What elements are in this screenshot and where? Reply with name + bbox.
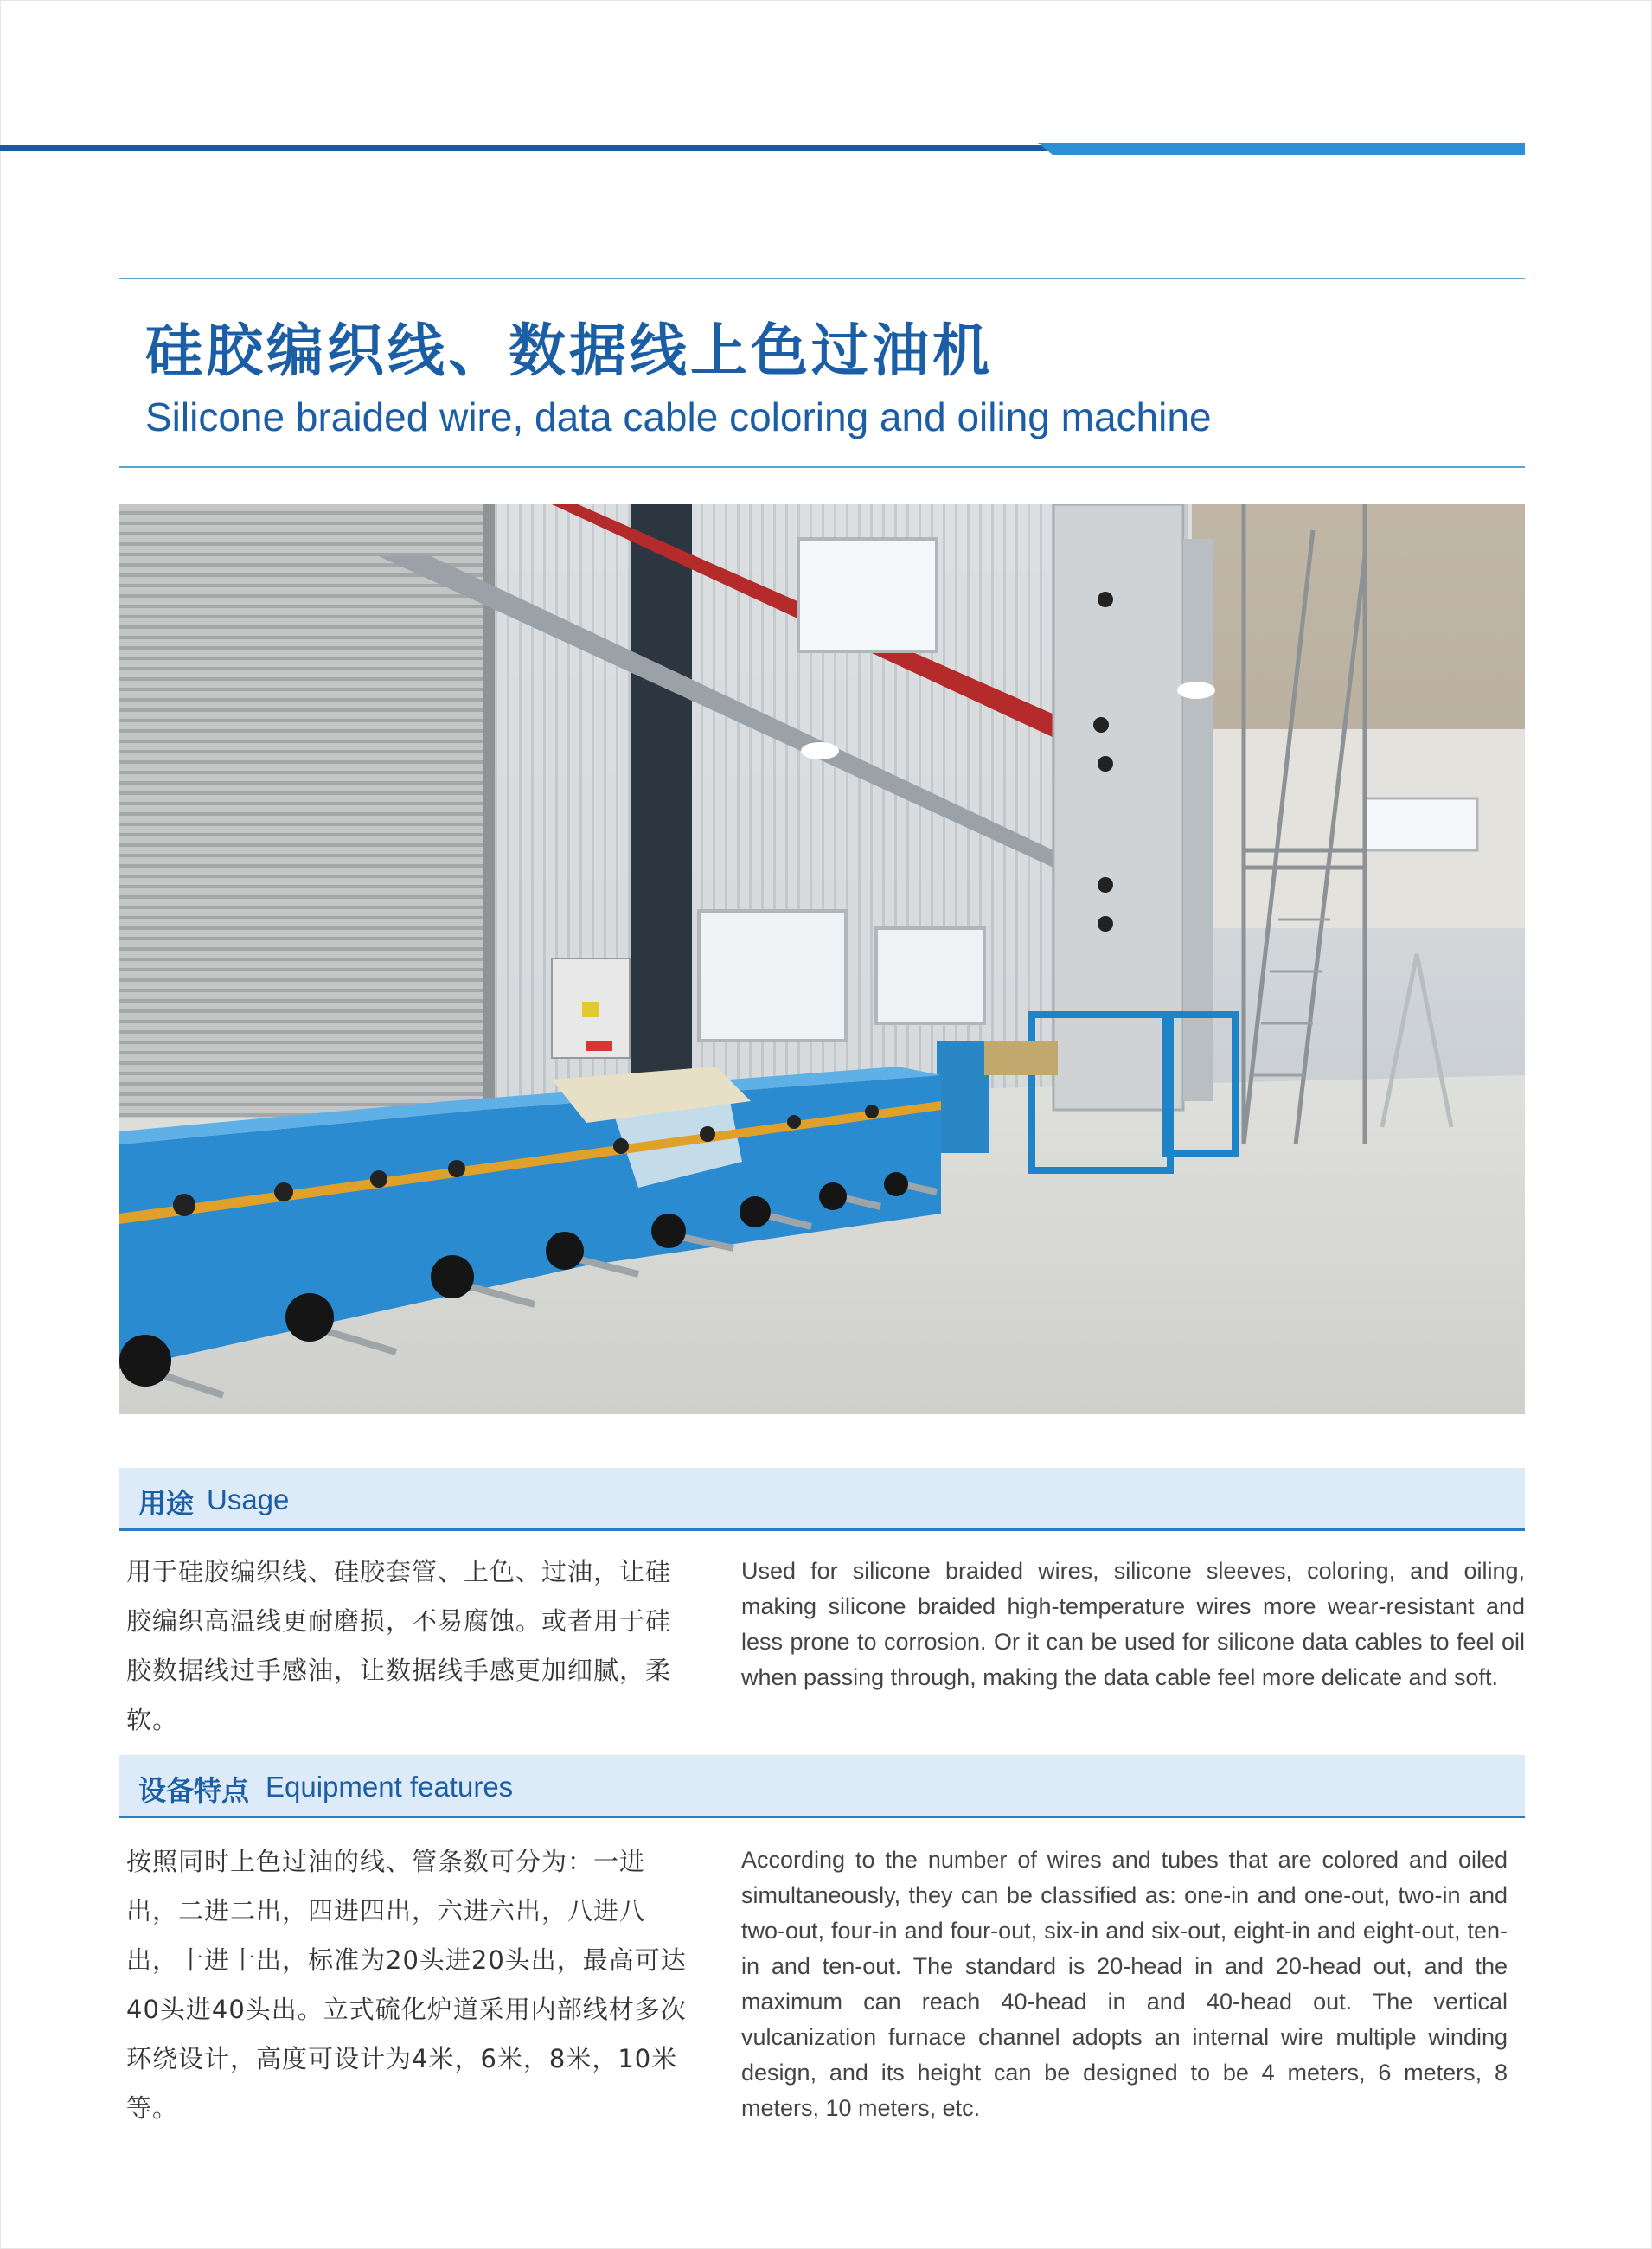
usage-text-en: Used for silicone braided wires, silicone sleeves, coloring, and oiling, making silicone braided high-temperature wires more wear-resistant and less prone to corrosion. Or it can be used for silicone data cables to feel oil when passing through, making the data cable feel more delicate and soft.	[741, 1558, 1525, 1690]
page-title-cn: 硅胶编织线、数据线上色过油机	[145, 317, 993, 384]
usage-heading-en: Usage	[207, 1483, 290, 1515]
features-heading-cn: 设备特点	[138, 1774, 250, 1807]
machine-photo-illustration	[119, 504, 1525, 1414]
page-title-en: Silicone braided wire, data cable coloring and oiling machine	[145, 394, 1212, 439]
features-text-en: According to the number of wires and tubes that are colored and oiled simultaneously, they can be classified as: one-in and one-out, two-in and two-out, four-in and four-out, six-in and six-out, eight-in and eight-out, ten-in and ten-out. The standard is 20-head in and 20-head out, and the maximum can reach 40-head in and 40-head out. The vertical vulcanization furnace channel adopts an internal wire multiple winding design, and its height can be designed to be 4 meters, 6 meters, 8 meters, 10 meters, etc.	[741, 1847, 1508, 2121]
usage-text-cn: 用于硅胶编织线、硅胶套管、上色、过油，让硅胶编织高温线更耐磨损，不易腐蚀。或者用于硅胶数据线过手感油，让数据线手感更加细腻，柔软。	[126, 1557, 672, 1734]
machine-photo	[119, 504, 1525, 1414]
usage-heading-cn: 用途	[138, 1487, 195, 1520]
usage-section-header	[119, 1468, 1525, 1531]
title-rule-bottom	[119, 466, 1525, 468]
title-rule-top	[119, 278, 1525, 279]
features-text-cn: 按照同时上色过油的线、管条数可分为：一进出，二进二出，四进四出，六进六出，八进八出，十进十出，标准为20头进20头出，最高可达40头进40头出。立式硫化炉道采用内部线材多次环绕设计，高度可设计为4米，6米，8米，10米等。	[126, 1847, 687, 2123]
top-decor-accent	[1038, 143, 1525, 155]
features-section-header	[119, 1755, 1525, 1818]
features-heading-en: Equipment features	[266, 1771, 514, 1803]
top-decor-bar	[0, 145, 1047, 151]
